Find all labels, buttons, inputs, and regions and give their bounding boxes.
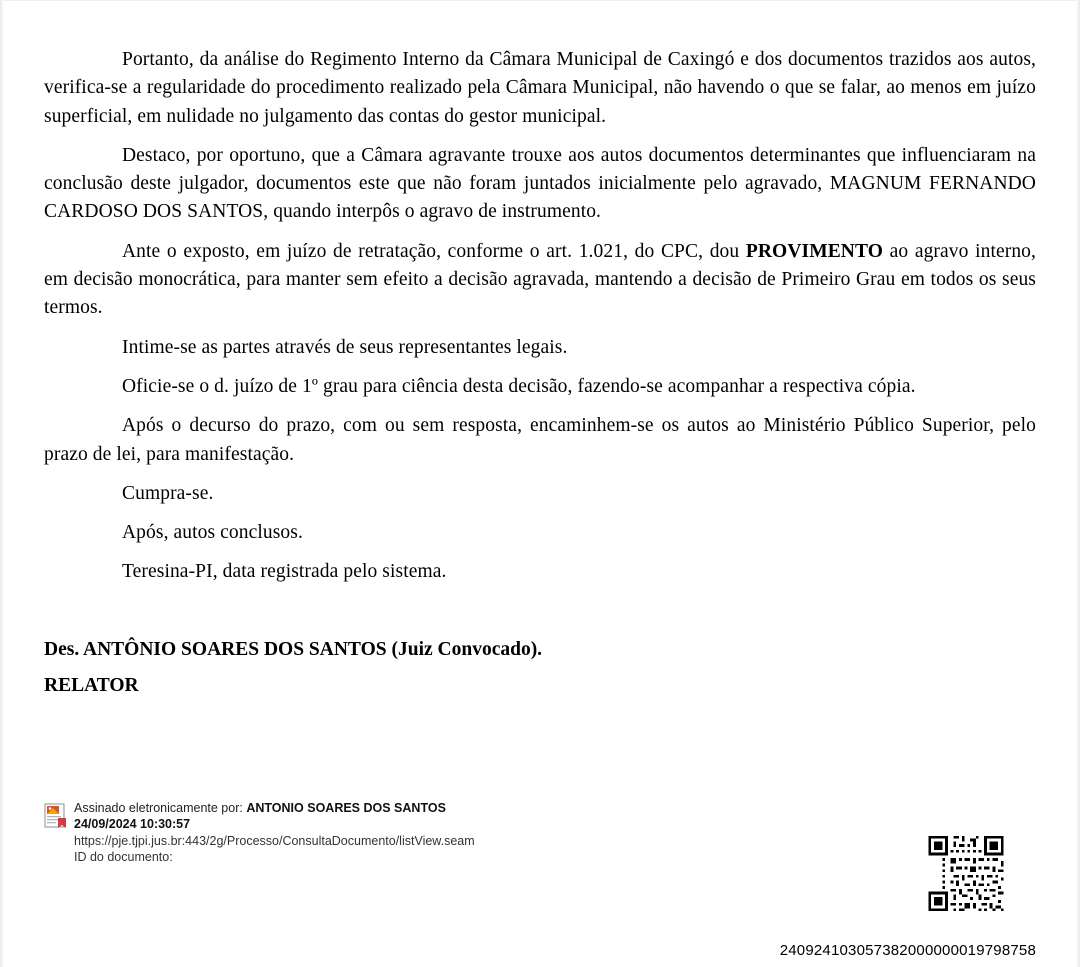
stamp-text (74, 800, 744, 865)
document-id-value: 240924103057382000000019798758 (779, 942, 1036, 959)
paragraph-7: Cumpra-se. (122, 482, 214, 504)
paragraph-4: Intime-se as partes através de seus representantes legais. (122, 336, 568, 358)
signature-certificate-icon (44, 803, 68, 829)
judge-role: RELATOR (44, 674, 139, 696)
stamp-signed-by-line (74, 800, 744, 816)
paragraph-2: Destaco, por oportuno, que a Câmara agravante trouxe aos autos documentos determinantes que influenciaram na conclusão deste julgador, documentos este que não foram juntados inicialmente pelo agravado, MAGNUM FERNANDO CARDOSO DOS SANTOS, quando interpôs o agravo de instrumento. (44, 144, 1036, 223)
page-left-edge (0, 0, 4, 967)
paragraph-9: Teresina-PI, data registrada pelo sistema. (122, 561, 447, 583)
paragraph-1: Portanto, da análise do Regimento Interno da Câmara Municipal de Caxingó e dos documentos trazidos aos autos, verifica-se a regularidade do procedimento realizado pela Câmara Municipal, não havendo o que se falar, ao menos em juízo superficial, em nulidade no julgamento das contas do gestor municipal. (44, 49, 1036, 127)
stamp-row (44, 800, 744, 865)
paragraph-3-after: ao agravo interno, em decisão monocrática, para manter sem efeito a decisão agravada, mantendo a decisão de Primeiro Grau em todos os seus termos. (44, 240, 1036, 319)
paragraph-3-before: Ante o exposto, em juízo de retratação, conforme o art. 1.021, do CPC, dou (122, 240, 746, 262)
electronic-signature-stamp (44, 800, 744, 865)
signature-block (44, 636, 1036, 700)
paragraph-3 (44, 238, 1036, 323)
stamp-prefix-label: Assinado eletronicamente por: (74, 801, 243, 815)
paragraph-8: Após, autos conclusos. (122, 522, 303, 544)
stamp-sub (74, 833, 744, 865)
stamp-datetime: 24/09/2024 10:30:57 (74, 817, 191, 831)
paragraph-5: Oficie-se o d. juízo de 1º grau para ciência desta decisão, fazendo-se acompanhar a respectiva cópia. (122, 375, 916, 397)
stamp-signer-name: ANTONIO SOARES DOS SANTOS (246, 801, 446, 815)
page-right-edge (1076, 0, 1080, 967)
paragraph-6: Após o decurso do prazo, com ou sem resposta, encaminhem-se os autos ao Ministério Público Superior, pelo prazo de lei, para manifestação. (44, 415, 1036, 465)
stamp-document-id-label: ID do documento: (74, 850, 173, 864)
document-body (44, 0, 1036, 700)
stamp-verification-url[interactable]: https://pje.tjpi.jus.br:443/2g/Processo/ConsultaDocumento/listView.seam (74, 834, 475, 848)
judge-name: Des. ANTÔNIO SOARES DOS SANTOS (Juiz Convocado). (44, 638, 543, 660)
paragraph-3-emphasis: PROVIMENTO (745, 240, 884, 262)
qr-code (925, 833, 1007, 914)
page-top-edge (0, 0, 1080, 1)
